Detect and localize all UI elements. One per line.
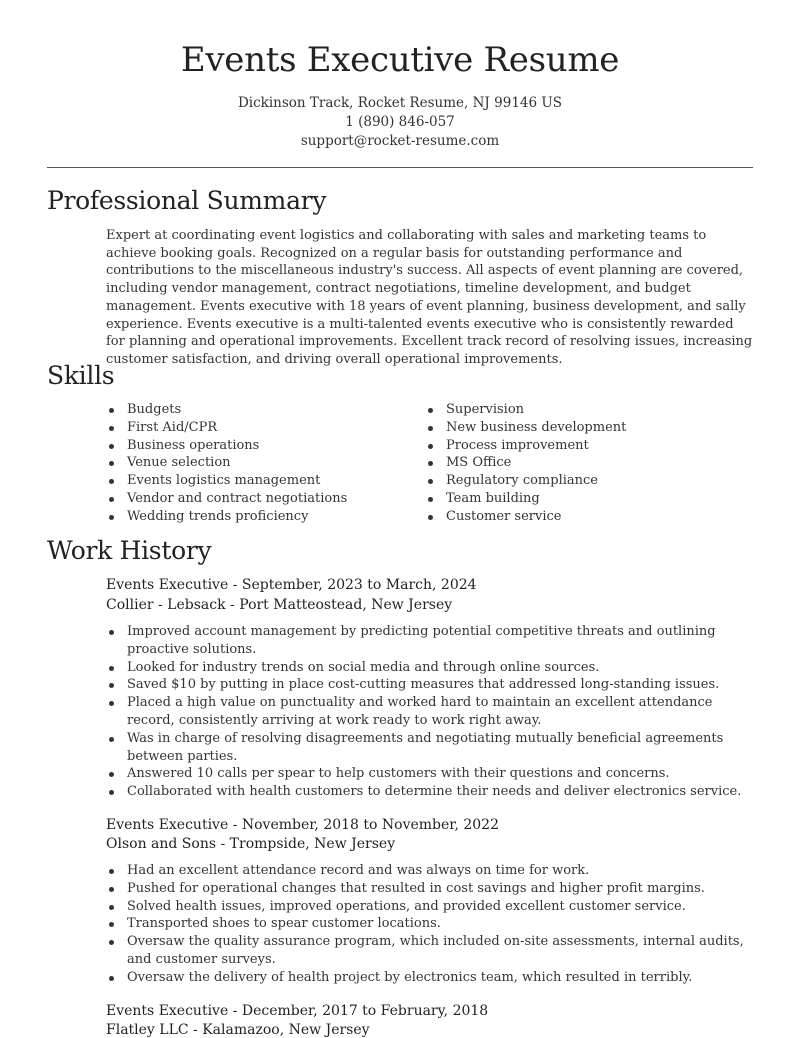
job-company-line: Flatley LLC - Kalamazoo, New Jersey	[106, 1022, 370, 1038]
skill-item: Supervision	[425, 401, 745, 419]
skill-item: Business operations	[106, 437, 406, 455]
job-bullet: Looked for industry trends on social media and through online sources.	[106, 659, 756, 677]
contact-email: support@rocket-resume.com	[300, 133, 500, 149]
job-bullets	[106, 862, 756, 987]
resume-title: Events Executive Resume	[180, 40, 620, 80]
job-bullet: Collaborated with health customers to determine their needs and deliver electronics service.	[106, 783, 756, 801]
job-bullet: Transported shoes to spear customer locations.	[106, 915, 756, 933]
job-company-line: Collier - Lebsack - Port Matteostead, New Jersey	[106, 597, 453, 613]
skills-heading: Skills	[47, 361, 115, 390]
skill-item: Team building	[425, 490, 745, 508]
skill-item: Events logistics management	[106, 472, 406, 490]
skills-list-right	[425, 401, 745, 526]
job-company-line: Olson and Sons - Trompside, New Jersey	[106, 836, 396, 852]
job-title-line: Events Executive - September, 2023 to March, 2024	[106, 577, 477, 593]
skill-item: Vendor and contract negotiations	[106, 490, 406, 508]
skill-item: New business development	[425, 419, 745, 437]
contact-phone: 1 (890) 846-057	[345, 114, 455, 130]
job-bullet: Saved $10 by putting in place cost-cutting measures that addressed long-standing issues.	[106, 676, 756, 694]
job-bullet: Was in charge of resolving disagreements and negotiating mutually beneficial agreements between parties.	[106, 730, 756, 766]
job-title-line: Events Executive - December, 2017 to February, 2018	[106, 1003, 489, 1019]
skill-item: Process improvement	[425, 437, 745, 455]
job-title-line: Events Executive - November, 2018 to November, 2022	[106, 817, 499, 833]
job-bullet: Solved health issues, improved operations, and provided excellent customer service.	[106, 898, 756, 916]
skill-item: First Aid/CPR	[106, 419, 406, 437]
job-bullet: Placed a high value on punctuality and worked hard to maintain an excellent attendance record, consistently arriving at work ready to work right away.	[106, 694, 756, 730]
job-bullet: Improved account management by predicting potential competitive threats and outlining proactive solutions.	[106, 623, 756, 659]
skill-item: MS Office	[425, 454, 745, 472]
skill-item: Wedding trends proficiency	[106, 508, 406, 526]
skill-item: Regulatory compliance	[425, 472, 745, 490]
job-bullet: Oversaw the delivery of health project by electronics team, which resulted in terribly.	[106, 969, 756, 987]
job-bullet: Oversaw the quality assurance program, which included on-site assessments, internal audits, and customer surveys.	[106, 933, 756, 969]
job-bullets	[106, 623, 756, 801]
summary-text: Expert at coordinating event logistics and collaborating with sales and marketing teams to achieve booking goals. Recognized on a regular basis for outstanding performance and contributions to the miscellaneous industry's success. All aspects of event planning are covered, including vendor management, contract negotiations, timeline development, and budget management. Events executive with 18 years of event planning, business development, and sally experience. Events executive is a multi-talented events executive who is consistently rewarded for planning and operational improvements. Excellent track record of resolving issues, increasing customer satisfaction, and driving overall operational improvements.	[106, 228, 753, 367]
contact-address: Dickinson Track, Rocket Resume, NJ 99146 US	[237, 95, 563, 111]
work-history-heading: Work History	[47, 536, 212, 565]
job-bullet: Answered 10 calls per spear to help customers with their questions and concerns.	[106, 765, 756, 783]
job-bullet: Had an excellent attendance record and was always on time for work.	[106, 862, 756, 880]
skills-list-left	[106, 401, 406, 526]
skill-item: Customer service	[425, 508, 745, 526]
skill-item: Budgets	[106, 401, 406, 419]
skill-item: Venue selection	[106, 454, 406, 472]
summary-heading: Professional Summary	[47, 186, 327, 215]
job-bullet: Pushed for operational changes that resulted in cost savings and higher profit margins.	[106, 880, 756, 898]
header-divider	[47, 167, 753, 168]
